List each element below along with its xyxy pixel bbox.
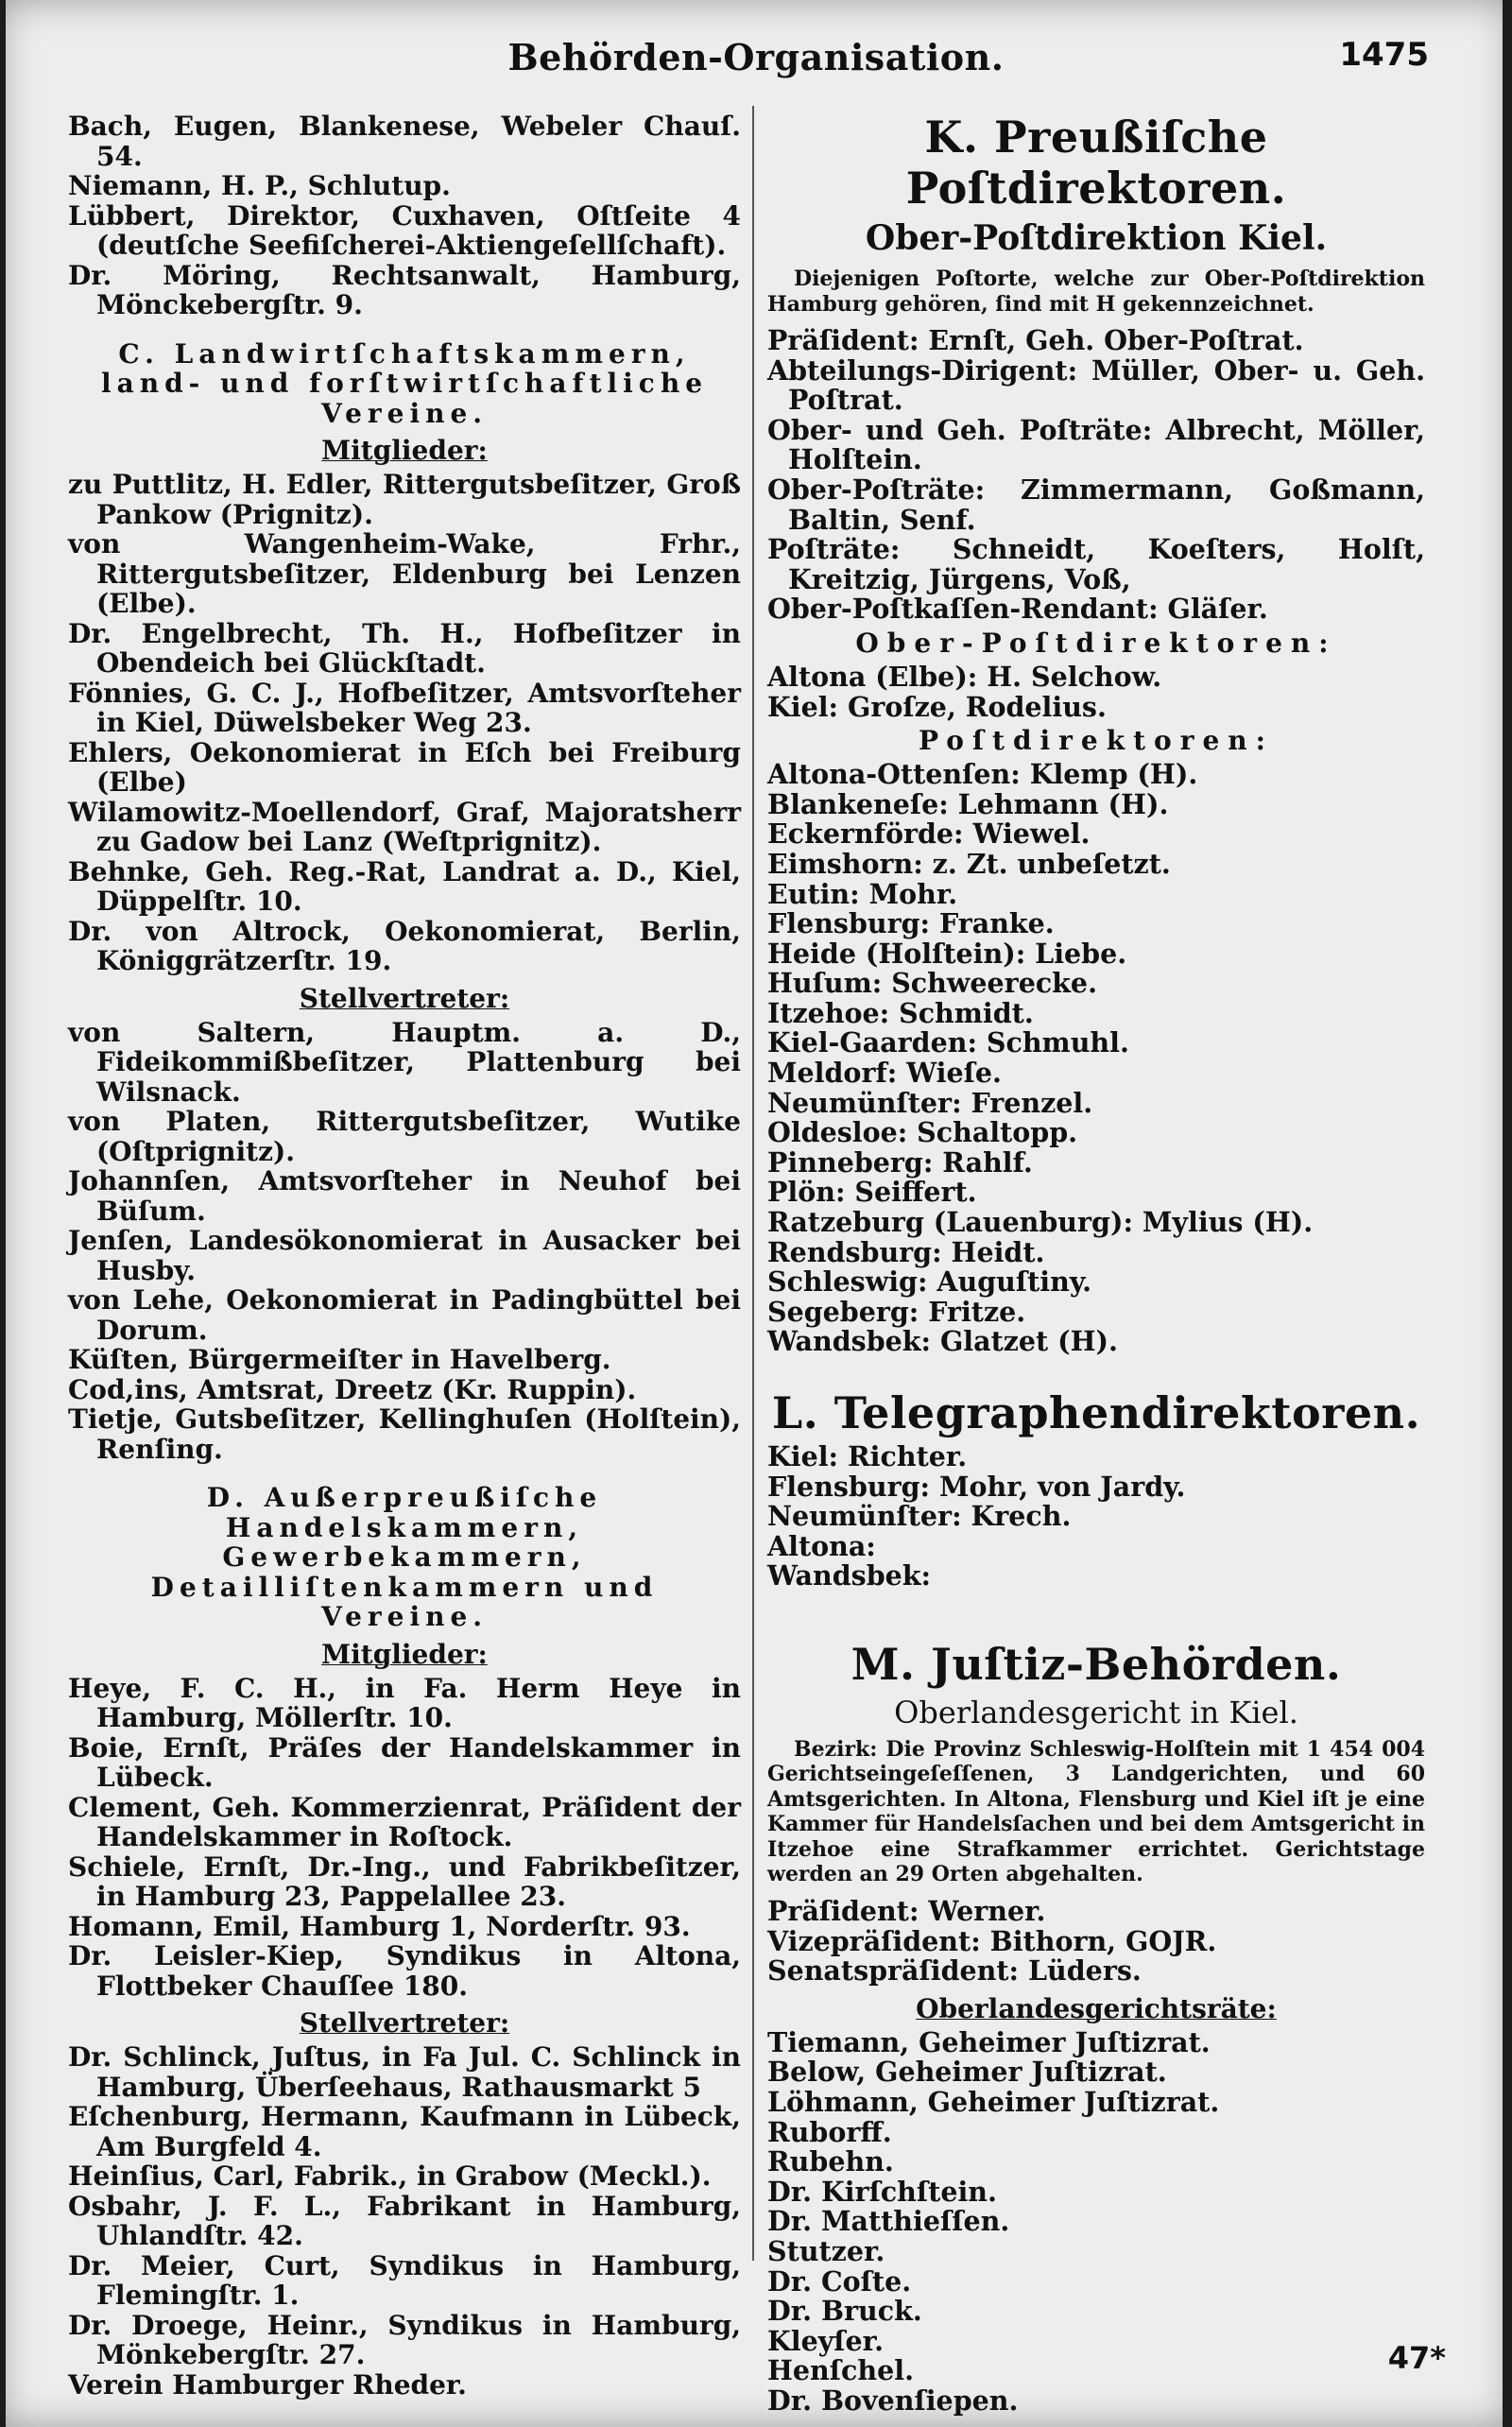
list-item: Ober-Poſtkaſſen-Rendant: Gläſer.: [767, 593, 1268, 626]
list-item: Präſident: Werner.: [767, 1894, 1046, 1927]
list-item: Lübbert, Direktor, Cuxhaven, Oſtſeite 4 (deutſche Seefiſcherei-Aktiengeſellſchaft).: [68, 199, 741, 261]
spacer: [767, 1592, 1425, 1631]
list-item: Kiel: Groſze, Rodelius.: [767, 690, 1107, 723]
list-item: Altona-Ottenſen: Klemp (H).: [767, 758, 1198, 791]
list-item: Altona (Elbe): H. Selchow.: [767, 660, 1162, 693]
list-item: Ruborff.: [767, 2115, 892, 2148]
list-item: Poſträte: Schneidt, Koeſters, Holſt, Kreitzig, Jürgens, Voß,: [767, 533, 1425, 595]
list-item: Schiele, Ernſt, Dr.-Ing., und Fabrikbeſitzer, in Hamburg 23, Pappelallee 23.: [68, 1850, 741, 1912]
page-edge-right: [1503, 0, 1512, 2427]
list-item: Dr. Engelbrecht, Th. H., Hofbeſitzer in Obendeich bei Glückſtadt.: [68, 617, 741, 679]
list-item: Dr. Kirſchſtein.: [767, 2175, 997, 2208]
list-item: Behnke, Geh. Reg.-Rat, Landrat a. D., Kiel, Düppelſtr. 10.: [68, 855, 741, 917]
postdirektoren-heading: Poſtdirektoren:: [918, 725, 1274, 757]
section-l-heading: L. Telegraphendirektoren.: [771, 1387, 1421, 1438]
list-item: Johannſen, Amtsvorſteher in Neuhof bei Büſum.: [68, 1165, 741, 1227]
section-d-deputies: [68, 2042, 741, 2400]
list-item: Vizepräſident: Bithorn, GOJR.: [767, 1924, 1217, 1957]
section-k-staff: [767, 326, 1425, 625]
list-item: Dr. Schlinck, Juſtus, in Fa Jul. C. Schlinck in Hamburg, Überſeehaus, Rathausmarkt 5: [68, 2041, 741, 2103]
list-item: Osbahr, J. F. L., Fabrikant in Hamburg, Uhlandſtr. 42.: [68, 2190, 741, 2251]
list-item: Tiemann, Geheimer Juſtizrat.: [767, 2025, 1211, 2058]
list-item: Below, Geheimer Juſtizrat.: [767, 2056, 1167, 2089]
list-item: Eckernförde: Wiewel.: [767, 818, 1091, 851]
list-item: Bach, Eugen, Blankenese, Webeler Chauſ. 54.: [68, 111, 741, 172]
list-item: Flensburg: Franke.: [767, 907, 1055, 940]
list-item: Dr. Leisler-Kiep, Syndikus in Altona, Flottbeker Chauſſee 180.: [68, 1940, 741, 2002]
section-d-deputies-heading: Stellvertreter:: [299, 2007, 510, 2039]
list-item: Wandsbek:: [767, 1559, 932, 1592]
council-list: [767, 2025, 1425, 2417]
list-item: Flensburg: Mohr, von Jardy.: [767, 1470, 1186, 1503]
list-item: Rendsburg: Heidt.: [767, 1235, 1045, 1268]
section-k-heading: K. Preußiſche Poſtdirektoren.: [905, 112, 1287, 214]
list-item: Kleyſer.: [767, 2324, 885, 2357]
section-c-title: C. Landwirtſchaftskammern, land- und forſtwirtſchaftliche Vereine.: [100, 337, 709, 429]
list-item: Clement, Geh. Kommerzienrat, Präſident der Handelskammer in Roſtock.: [68, 1791, 741, 1852]
list-item: Homann, Emil, Hamburg 1, Norderſtr. 93.: [68, 1910, 691, 1942]
right-column: [767, 112, 1425, 2416]
list-item: Dr. Möring, Rechtsanwalt, Hamburg, Mönckebergſtr. 9.: [68, 259, 741, 320]
section-c-deputies: [68, 1018, 741, 1465]
list-item: von Saltern, Hauptm. a. D., Fideikommißbeſitzer, Plattenburg bei Wilsnack.: [68, 1016, 741, 1108]
section-c-deputies-heading: Stellvertreter:: [299, 982, 510, 1014]
list-item: Meldorf: Wieſe.: [767, 1057, 1002, 1090]
list-item: Ehlers, Oekonomierat in Eſch bei Freiburg (Elbe): [68, 736, 741, 798]
list-item: Itzehoe: Schmidt.: [767, 996, 1034, 1029]
signature-mark: 47*: [1387, 2340, 1446, 2376]
page-edge-left: [0, 0, 6, 2427]
list-item: Küſten, Bürgermeiſter in Havelberg.: [68, 1344, 611, 1375]
list-item: Boie, Ernſt, Präſes der Handelskammer in Lübeck.: [68, 1731, 741, 1793]
section-m-heading: M. Juſtiz-Behörden.: [850, 1638, 1342, 1690]
section-k-note: Diejenigen Poſtorte, welche zur Ober-Poſtdirektion Hamburg gehören, ſind mit H gekennzeichnet.: [767, 267, 1425, 317]
list-item: Wandsbek: Glatzet (H).: [767, 1325, 1118, 1358]
running-head: Behörden-Organisation.: [507, 36, 1005, 78]
left-column: [68, 112, 741, 2400]
list-item: Kiel: Richter.: [767, 1440, 968, 1472]
list-item: Dr. Bruck.: [767, 2295, 922, 2328]
spacer: [767, 1357, 1425, 1380]
list-item: Rubehn.: [767, 2145, 894, 2178]
list-item: Heide (Holſtein): Liebe.: [767, 937, 1127, 970]
list-item: Henſchel.: [767, 2354, 914, 2387]
list-item: Wilamowitz-Moellendorf, Graf, Majoratsherr zu Gadow bei Lanz (Weſtprignitz).: [68, 796, 741, 857]
list-item: von Lehe, Oekonomierat in Padingbüttel bei Dorum.: [68, 1284, 741, 1346]
list-item: Heinſius, Carl, Fabrik., in Grabow (Meckl.).: [68, 2160, 712, 2192]
top-entries: [68, 112, 741, 320]
list-item: zu Puttlitz, H. Edler, Rittergutsbeſitzer, Groß Pankow (Prignitz).: [68, 469, 741, 530]
list-item: Senatspräſident: Lüders.: [767, 1954, 1142, 1988]
list-item: Löhmann, Geheimer Juſtizrat.: [767, 2085, 1220, 2118]
list-item: Neumünſter: Frenzel.: [767, 1086, 1093, 1119]
list-item: Neumünſter: Krech.: [767, 1500, 1072, 1533]
section-c-members: [68, 470, 741, 976]
list-item: Dr. Bovenſiepen.: [767, 2384, 1019, 2417]
list-item: Altona:: [767, 1529, 876, 1562]
list-item: Dr. Meier, Curt, Syndikus in Hamburg, Flemingſtr. 1.: [68, 2249, 741, 2311]
list-item: Ober- und Geh. Poſträte: Albrecht, Möller, Holſtein.: [767, 413, 1425, 476]
list-item: Cod,ins, Amtsrat, Dreetz (Kr. Ruppin).: [68, 1373, 637, 1405]
list-item: Dr. Droege, Heinr., Syndikus in Hamburg, Mönkebergſtr. 27.: [68, 2309, 741, 2370]
list-item: Jenſen, Landesökonomierat in Ausacker bei Husby.: [68, 1225, 741, 1286]
list-item: Niemann, H. P., Schlutup.: [68, 170, 451, 201]
list-item: Abteilungs-Dirigent: Müller, Ober- u. Geh. Poſtrat.: [767, 353, 1425, 417]
list-item: Präſident: Ernſt, Geh. Ober-Poſtrat.: [767, 324, 1304, 356]
section-d-title: D. Außerpreußiſche Handelskammern, Gewerbekammern, Detailliſtenkammern und Vereine.: [150, 1482, 659, 1632]
court-name: Oberlandesgericht in Kiel.: [894, 1694, 1298, 1730]
list-item: Dr. Coſte.: [767, 2264, 912, 2298]
section-d-members-heading: Mitglieder:: [321, 1638, 488, 1670]
list-item: von Wangenheim-Wake, Frhr., Rittergutsbeſitzer, Eldenburg bei Lenzen (Elbe).: [68, 528, 741, 619]
list-item: Oldesloe: Schaltopp.: [767, 1116, 1078, 1149]
list-item: Dr. Matthieſſen.: [767, 2205, 1010, 2238]
list-item: Fönnies, G. C. J., Hofbeſitzer, Amtsvorſteher in Kiel, Düwelsbeker Weg 23.: [68, 677, 741, 738]
list-item: Plön: Seiffert.: [767, 1176, 977, 1209]
list-item: Verein Hamburger Rheder.: [68, 2368, 467, 2401]
column-rule: [752, 106, 754, 2261]
section-c-members-heading: Mitglieder:: [321, 435, 488, 466]
ober-postdirektoren-list: [767, 660, 1425, 723]
list-item: Huſum: Schweerecke.: [767, 967, 1097, 1000]
list-item: Pinneberg: Rahlf.: [767, 1145, 1033, 1179]
list-item: Segeberg: Fritze.: [767, 1295, 1026, 1328]
council-heading: Oberlandesgerichtsräte:: [916, 1992, 1277, 2024]
ober-postdirektoren-heading: Ober-Poſtdirektoren:: [855, 627, 1337, 659]
list-item: von Platen, Rittergutsbeſitzer, Wutike (Oſtprignitz).: [68, 1106, 741, 1167]
section-d-members: [68, 1674, 741, 2002]
list-item: Kiel-Gaarden: Schmuhl.: [767, 1026, 1129, 1059]
section-k-subheading: Ober-Poſtdirektion Kiel.: [865, 218, 1328, 258]
telegraph-list: [767, 1442, 1425, 1592]
court-district-note: Bezirk: Die Provinz Schleswig-Holſtein mit 1 454 004 Gerichtseingeſeſſenen, 3 Landgerichten, und 60 Amtsgerichten. In Altona, Flensburg und Kiel iſt je eine Kammer für Handelsſachen und bei dem Amtsgericht in Itzehoe eine Strafkammer errichtet. Gerichtstage werden an 29 Orten abgehalten.: [767, 1736, 1425, 1887]
list-item: Heye, F. C. H., in Fa. Herm Heye in Hamburg, Möllerſtr. 10.: [68, 1672, 741, 1733]
list-item: Schleswig: Auguſtiny.: [767, 1265, 1092, 1299]
list-item: Tietje, Gutsbeſitzer, Kellinghuſen (Holſtein), Renſing.: [68, 1403, 741, 1465]
list-item: Dr. von Altrock, Oekonomierat, Berlin, Königgrätzerſtr. 19.: [68, 915, 741, 976]
court-staff: [767, 1894, 1425, 1988]
list-item: Ratzeburg (Lauenburg): Mylius (H).: [767, 1206, 1314, 1239]
list-item: Eſchenburg, Hermann, Kaufmann in Lübeck, Am Burgfeld 4.: [68, 2101, 741, 2162]
list-item: Eimshorn: z. Zt. unbeſetzt.: [767, 847, 1171, 880]
list-item: Stutzer.: [767, 2234, 885, 2267]
list-item: Eutin: Mohr.: [767, 877, 958, 910]
page-number: 1475: [1339, 36, 1429, 74]
postdirektoren-list: [767, 760, 1425, 1357]
list-item: Ober-Poſträte: Zimmermann, Goßmann, Baltin, Senf.: [767, 473, 1425, 536]
list-item: Blankeneſe: Lehmann (H).: [767, 787, 1169, 820]
